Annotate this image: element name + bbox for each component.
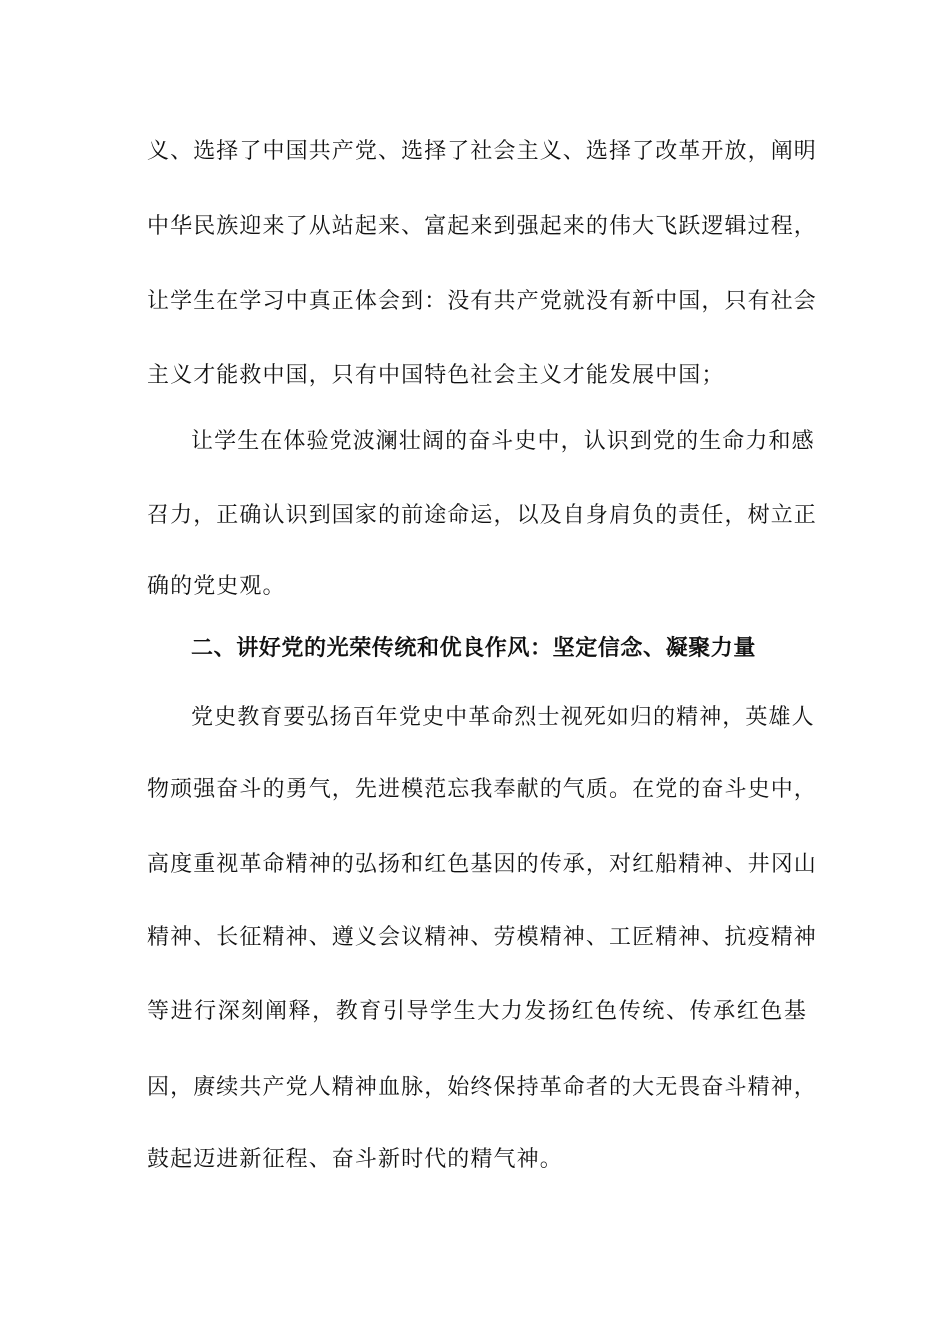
paragraph-line: 物顽强奋斗的勇气，先进模范忘我奉献的气质。在党的奋斗史中， xyxy=(147,777,817,802)
paragraph-line: 确的党史观。 xyxy=(147,574,286,599)
paragraph-line: 因，赓续共产党人精神血脉，始终保持革命者的大无畏奋斗精神， xyxy=(147,1075,817,1100)
paragraph-line: 召力，正确认识到国家的前途命运，以及自身肩负的责任，树立正 xyxy=(147,503,817,528)
paragraph-line: 中华民族迎来了从站起来、富起来到强起来的伟大飞跃逻辑过程， xyxy=(147,214,817,239)
paragraph-line: 高度重视革命精神的弘扬和红色基因的传承，对红船精神、井冈山 xyxy=(147,852,817,877)
paragraph-line: 等进行深刻阐释，教育引导学生大力发扬红色传统、传承红色基 xyxy=(147,999,807,1024)
paragraph-line: 精神、长征精神、遵义会议精神、劳模精神、工匠精神、抗疫精神 xyxy=(147,925,817,950)
paragraph-line: 义、选择了中国共产党、选择了社会主义、选择了改革开放，阐明 xyxy=(147,139,817,164)
paragraph-line: 让学生在学习中真正体会到：没有共产党就没有新中国，只有社会 xyxy=(147,289,817,314)
paragraph-line: 鼓起迈进新征程、奋斗新时代的精气神。 xyxy=(147,1147,563,1172)
paragraph-line: 党史教育要弘扬百年党史中革命烈士视死如归的精神，英雄人 xyxy=(191,705,815,730)
section-heading: 二、讲好党的光荣传统和优良作风：坚定信念、凝聚力量 xyxy=(191,636,757,661)
paragraph-line: 主义才能救中国，只有中国特色社会主义才能发展中国； xyxy=(147,363,725,388)
paragraph-line: 让学生在体验党波澜壮阔的奋斗史中，认识到党的生命力和感 xyxy=(191,429,815,454)
